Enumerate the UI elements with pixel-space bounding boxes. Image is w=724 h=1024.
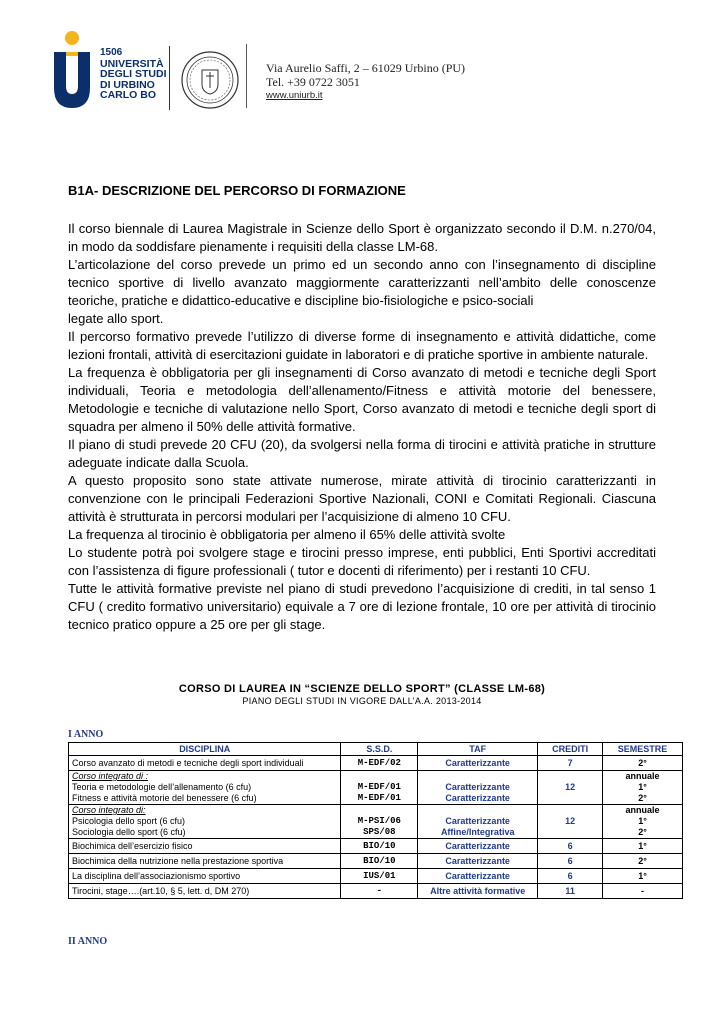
discipline-item: Psicologia dello sport (6 cfu) — [72, 816, 186, 826]
taf-cell: Caratterizzante — [418, 839, 538, 854]
paragraph: A questo proposito sono state attivate numerose, mirate attività di tirocinio caratterizzanti in convenzione con le principali Federazioni Sportive Nazionali, CONI e Comitati Regionali. Ciascuna attività è strutturata in percorsi modulari per l’acquisizione di almeno 10 CFU. — [68, 473, 656, 524]
taf-cell: Caratterizzante — [418, 756, 538, 771]
header-divider — [246, 44, 247, 108]
semester-item: annuale — [625, 805, 660, 815]
group-label: Corso integrato di: — [72, 805, 146, 815]
ssd-cell: IUS/01 — [341, 869, 418, 884]
discipline-item: Teoria e metodologie dell’allenamento (6 cfu) — [72, 782, 252, 792]
semester-cell: 2° — [603, 854, 683, 869]
description-body — [68, 220, 656, 634]
column-header: CREDITI — [538, 743, 603, 756]
taf-item: Affine/Integrativa — [440, 827, 515, 837]
university-seal-icon — [180, 50, 240, 110]
discipline-cell: Corso avanzato di metodi e tecniche degli sport individuali — [69, 756, 341, 771]
paragraph: L’articolazione del corso prevede un primo ed un secondo anno con l’insegnamento di discipline tecnico sportive di livello avanzato maggiormente caratterizzanti nell’ambito delle conoscenze teoriche, pratiche e didattico-educative e discipline bio-fisiologiche e psico-sociali — [68, 257, 656, 308]
logo-line: DEGLI STUDI — [100, 68, 167, 80]
taf-cell — [418, 805, 538, 839]
discipline-item: Sociologia dello sport (6 cfu) — [72, 827, 186, 837]
table-row — [69, 839, 683, 854]
paragraph: Tutte le attività formative previste nel piano di studi prevedono l’acquisizione di crediti, in tal senso 1 CFU ( credito formativo universitario) equivale a 7 ore di lezione frontale, 10 ore per attività di tirocinio tecnico pratico oppure a 25 ore per gli stage. — [68, 581, 656, 632]
semester-item: 1° — [638, 816, 647, 826]
discipline-cell — [69, 805, 341, 839]
ssd-cell — [341, 771, 418, 805]
semester-cell — [603, 805, 683, 839]
semester-cell — [603, 771, 683, 805]
column-header: SEMESTRE — [603, 743, 683, 756]
table-row — [69, 869, 683, 884]
paragraph: La frequenza è obbligatoria per gli insegnamenti di Corso avanzato di metodi e tecniche degli Sport individuali, Teoria e metodologia dell’allenamento/Fitness e attività motorie del benessere, Metodologie e tecniche di valutazione nello Sport, Corso avanzato di metodi e tecniche degli sport di squadra per almeno il 50% delle attività formative. — [68, 365, 656, 434]
credits-cell: 7 — [538, 756, 603, 771]
semester-cell: 1° — [603, 839, 683, 854]
taf-item: Caratterizzante — [445, 793, 510, 803]
column-header: DISCIPLINA — [69, 743, 341, 756]
column-header: TAF — [418, 743, 538, 756]
table-row — [69, 756, 683, 771]
table-row — [69, 884, 683, 899]
header-address — [266, 62, 465, 103]
logo-line: UNIVERSITÀ — [100, 57, 164, 70]
table-row — [69, 771, 683, 805]
logo-text — [100, 48, 167, 101]
discipline-cell — [69, 771, 341, 805]
website-link[interactable]: www.uniurb.it — [266, 90, 323, 101]
ssd-item: SPS/08 — [363, 827, 396, 837]
discipline-cell: Biochimica della nutrizione nella prestazione sportiva — [69, 854, 341, 869]
discipline-item: Fitness e attività motorie del benessere (6 cfu) — [72, 793, 257, 803]
logo-year: 1506 — [100, 47, 123, 58]
table-row — [69, 854, 683, 869]
year2-label: II ANNO — [68, 936, 108, 947]
address-line: Via Aurelio Saffi, 2 – 61029 Urbino (PU) — [266, 61, 466, 75]
discipline-cell: La disciplina dell’associazionismo sportivo — [69, 869, 341, 884]
credits-cell: 6 — [538, 854, 603, 869]
paragraph: Il piano di studi prevede 20 CFU (20), da svolgersi nella forma di tirocini e attività pratiche in strutture adeguate indicate dalla Scuola. — [68, 437, 656, 470]
logo-line: DI URBINO — [100, 78, 155, 91]
taf-cell: Caratterizzante — [418, 869, 538, 884]
taf-cell: Altre attività formative — [418, 884, 538, 899]
university-logo — [50, 28, 246, 110]
paragraph: Lo studente potrà poi svolgere stage e tirocini presso imprese, enti pubblici, Enti Sportivi accreditati con l’assistenza di figure professionali ( tutor e docenti di riferimento) per i restanti 10 CFU. — [68, 545, 656, 578]
course-title: CORSO DI LAUREA IN “SCIENZE DELLO SPORT” (CLASSE LM-68) — [178, 683, 546, 695]
discipline-cell: Biochimica dell’esercizio fisico — [69, 839, 341, 854]
logo-divider — [169, 46, 170, 110]
ssd-cell — [341, 805, 418, 839]
table-row — [69, 805, 683, 839]
ssd-item: M-PSI/06 — [357, 816, 401, 826]
credits-cell: 6 — [538, 839, 603, 854]
ssd-item: M-EDF/01 — [357, 782, 401, 792]
semester-item: 2° — [638, 793, 647, 803]
taf-cell — [418, 771, 538, 805]
group-label: Corso integrato di : — [72, 771, 149, 781]
semester-item: 1° — [638, 782, 647, 792]
paragraph: La frequenza al tirocinio è obbligatoria per almeno il 65% delle attività svolte — [68, 527, 506, 542]
semester-item: 2° — [638, 827, 647, 837]
semester-cell: - — [603, 884, 683, 899]
university-u-emblem-icon — [50, 28, 94, 110]
ssd-cell: BIO/10 — [341, 839, 418, 854]
ssd-item: M-EDF/01 — [357, 793, 401, 803]
ssd-cell: - — [341, 884, 418, 899]
paragraph: legate allo sport. — [68, 311, 164, 326]
study-plan-table — [68, 742, 683, 899]
year1-label: I ANNO — [68, 729, 104, 740]
credits-cell: 12 — [538, 805, 603, 839]
semester-cell: 2° — [603, 756, 683, 771]
logo-line: CARLO BO — [100, 89, 156, 101]
credits-cell: 6 — [538, 869, 603, 884]
semester-cell: 1° — [603, 869, 683, 884]
taf-item: Caratterizzante — [445, 816, 510, 826]
paragraph: Il corso biennale di Laurea Magistrale in Scienze dello Sport è organizzato secondo il D.M. n.270/04, in modo da soddisfare pienamente i requisiti della classe LM-68. — [68, 221, 656, 254]
semester-item: annuale — [625, 771, 660, 781]
credits-cell: 12 — [538, 771, 603, 805]
table-header-row — [69, 743, 683, 756]
ssd-cell: BIO/10 — [341, 854, 418, 869]
ssd-cell: M-EDF/02 — [341, 756, 418, 771]
credits-cell: 11 — [538, 884, 603, 899]
taf-cell: Caratterizzante — [418, 854, 538, 869]
section-title: B1A- DESCRIZIONE DEL PERCORSO DI FORMAZIONE — [68, 183, 406, 198]
course-subtitle: PIANO DEGLI STUDI IN VIGORE DALL’A.A. 2013-2014 — [242, 696, 482, 706]
taf-item: Caratterizzante — [445, 782, 510, 792]
column-header: S.S.D. — [341, 743, 418, 756]
phone-line: Tel. +39 0722 3051 — [266, 74, 360, 89]
discipline-cell: Tirocini, stage….(art.10, § 5, lett. d, DM 270) — [69, 884, 341, 899]
paragraph: Il percorso formativo prevede l’utilizzo di diverse forme di insegnamento e attività didattiche, come lezioni frontali, attività di esercitazioni guidate in laboratori e di pratiche sportive in ambiente naturale. — [68, 329, 656, 362]
